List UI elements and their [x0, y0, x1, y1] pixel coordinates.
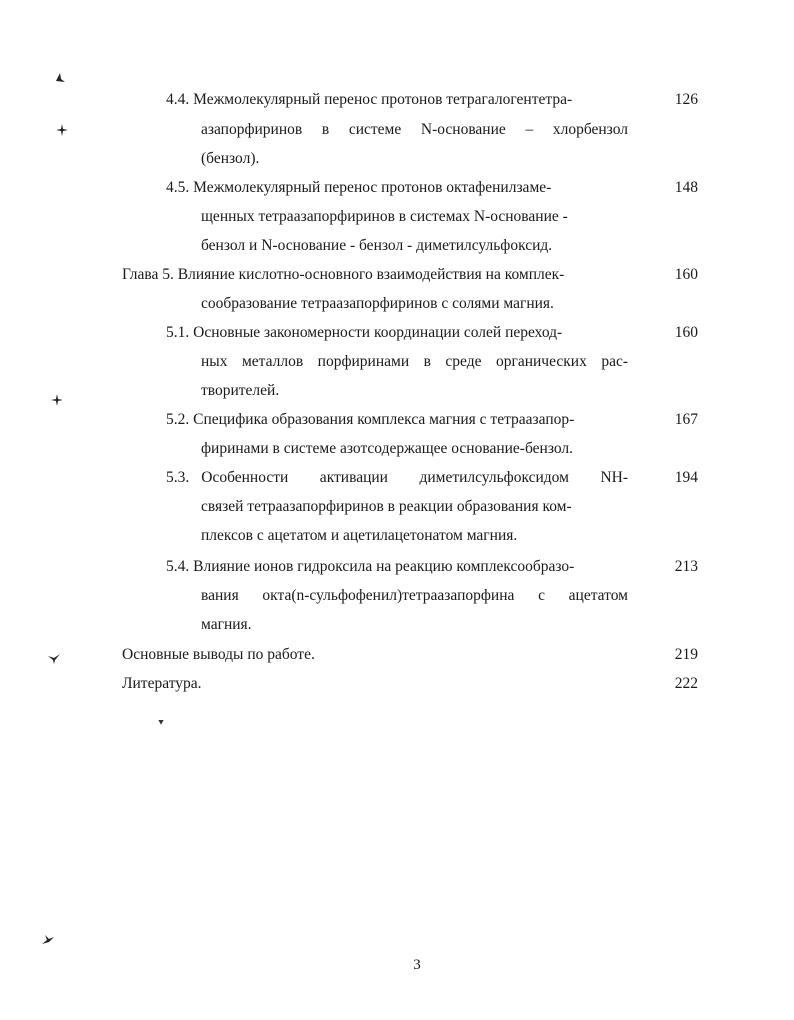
- toc-page-126: 126: [674, 91, 698, 108]
- toc-entry-5-4-line-1: 5.4. Влияние ионов гидроксила на реакцию комплексообразо-: [166, 558, 575, 575]
- toc-entry-5-1-line-2: ных металлов порфиринами в среде органических рас-: [201, 353, 628, 370]
- toc-entry-5-2-line-2: фиринами в системе азотсодержащее основание-бензол.: [201, 440, 574, 457]
- toc-entry-4-5-line-2: щенных тетраазапорфиринов в системах N-основание -: [201, 208, 568, 225]
- toc-chapter-5-line-2: сообразование тетраазапорфиринов с солями магния.: [201, 295, 554, 312]
- toc-page-219: 219: [674, 646, 698, 663]
- scan-speck-3: [51, 394, 63, 406]
- toc-page-167: 167: [674, 411, 698, 428]
- toc-chapter-5-line-1: Глава 5. Влияние кислотно-основного взаимодействия на комплек-: [122, 266, 565, 283]
- toc-page-148: 148: [674, 179, 698, 196]
- toc-entry-4-4-line-1: 4.4. Межмолекулярный перенос протонов тетрагалогентетра-: [166, 91, 573, 108]
- scan-speck-4: [48, 652, 60, 664]
- scan-speck-5: [157, 718, 165, 726]
- toc-number: 4.4.: [166, 91, 190, 108]
- toc-page-160-b: 160: [674, 324, 698, 341]
- toc-entry-4-4-line-3: (бензол).: [201, 150, 260, 167]
- toc-entry-5-3-line-2: связей тетраазапорфиринов в реакции образования ком-: [201, 498, 572, 515]
- scan-speck-1: [54, 72, 66, 84]
- toc-entry-5-4-line-3: магния.: [201, 616, 252, 633]
- toc-page-160-a: 160: [674, 266, 698, 283]
- toc-entry-5-2-line-1: 5.2. Специфика образования комплекса магния с тетраазапор-: [166, 411, 575, 428]
- toc-entry-5-1-line-1: 5.1. Основные закономерности координации солей переход-: [166, 324, 563, 341]
- toc-page-194: 194: [674, 469, 698, 486]
- toc-page-222: 222: [674, 675, 698, 692]
- scan-speck-6: [42, 934, 54, 946]
- toc-literature: Литература.: [122, 675, 202, 692]
- page-number: 3: [413, 957, 421, 973]
- toc-entry-4-4-line-2: азапорфиринов в системе N-основание – хлорбензол: [201, 121, 628, 138]
- toc-entry-4-5-line-3: бензол и N-основание - бензол - диметилсульфоксид.: [201, 237, 553, 254]
- toc-conclusions: Основные выводы по работе.: [122, 646, 315, 663]
- scan-speck-2: [56, 124, 68, 136]
- toc-page-213: 213: [674, 558, 698, 575]
- toc-entry-4-5-line-1: 4.5. Межмолекулярный перенос протонов октафенилзаме-: [166, 179, 552, 196]
- toc-entry-5-4-line-2: вания окта(n-сульфофенил)тетраазапорфина с ацетатом: [201, 587, 628, 604]
- toc-entry-5-3-line-1: 5.3. Особенности активации диметилсульфоксидом NH-: [166, 469, 628, 486]
- toc-entry-5-1-line-3: творителей.: [201, 382, 280, 399]
- toc-entry-5-3-line-3: плексов с ацетатом и ацетилацетонатом магния.: [201, 527, 518, 544]
